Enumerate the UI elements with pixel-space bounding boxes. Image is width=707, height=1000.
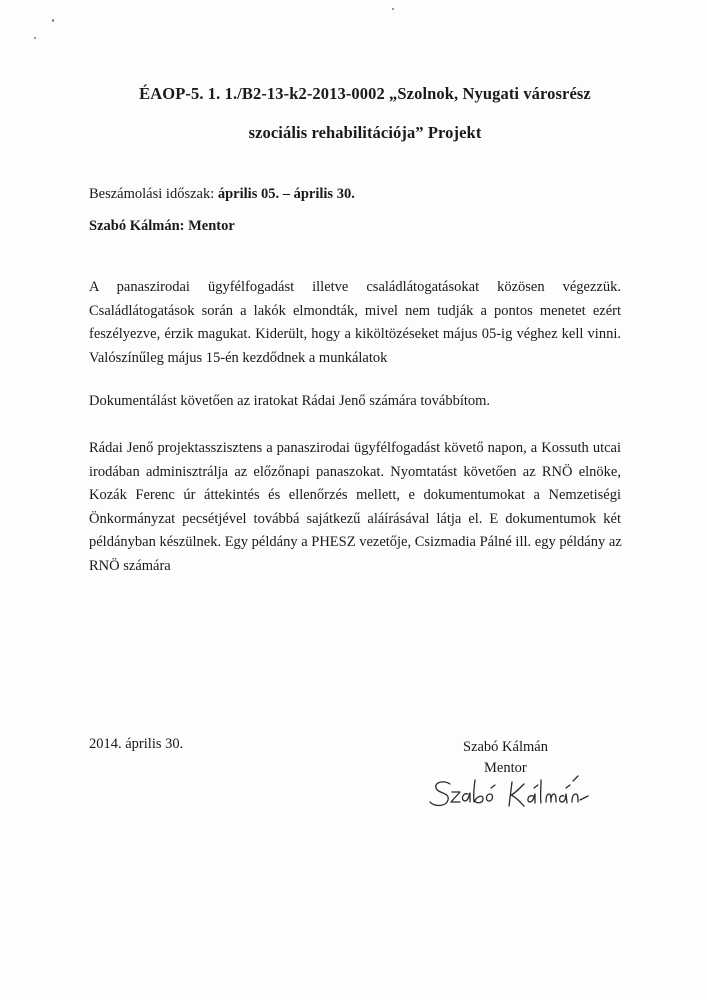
paragraph-line: Családlátogatások során a lakók elmondták, mivel nem tudják a pontos menetet ezért [89, 302, 621, 319]
signatory-name: Szabó Kálmán [463, 739, 548, 755]
paragraph-line: Kozák Ferenc úr áttekintés és ellenőrzés mellett, e dokumentumokat a Nemzetiségi [89, 487, 621, 503]
paragraph-line: Dokumentálást követően az iratokat Rádai Jenő számára továbbítom. [89, 393, 491, 409]
paragraph-1 [89, 276, 621, 370]
paragraph-2 [89, 390, 621, 414]
document-date: 2014. április 30. [89, 736, 184, 752]
scan-speck [34, 37, 36, 39]
reporting-period-value: április 05. – április 30. [217, 186, 355, 202]
document-title-line-1: ÉAOP-5. 1. 1./B2-13-k2-2013-0002 „Szolnok, Nyugati városrész [139, 84, 591, 103]
paragraph-line: A panaszirodai ügyfélfogadást illetve családlátogatásokat közösen végezzük. [89, 279, 621, 295]
paragraph-line: RNÖ számára [89, 557, 171, 574]
mentor-line: Szabó Kálmán: Mentor [89, 218, 235, 234]
reporting-period [89, 186, 355, 203]
reporting-period-label: Beszámolási időszak: [89, 186, 218, 202]
paragraph-line: Valószínűleg május 15-én kezdődnek a munkálatok [89, 349, 388, 366]
paragraph-3 [89, 437, 621, 578]
paragraph-line: Rádai Jenő projektasszisztens a panaszirodai ügyfélfogadást követő napon, a Kossuth utcai [89, 440, 621, 456]
scan-speck [52, 19, 54, 22]
paragraph-line: példányban készülnek. Egy példány a PHESZ vezetője, Csizmadia Pálné ill. egy példány az [89, 534, 622, 550]
signatory-role: Mentor [484, 760, 527, 776]
scan-speck [392, 8, 394, 10]
document-title-line-2: szociális rehabilitációja” Projekt [248, 123, 482, 142]
paragraph-line: feszélyezve, érzik magukat. Kiderült, hogy a kiköltözéseket május 05-ig véghez kell vinni. [89, 326, 621, 342]
paragraph-line: Önkormányzat pecsétjével továbbá sajátkezű aláírásával látja el. E dokumentumok két [89, 510, 621, 527]
handwritten-signature [420, 766, 595, 816]
paragraph-line: irodában adminisztrálja az előzőnapi panaszokat. Nyomtatást követően az RNÖ elnöke, [89, 463, 621, 480]
